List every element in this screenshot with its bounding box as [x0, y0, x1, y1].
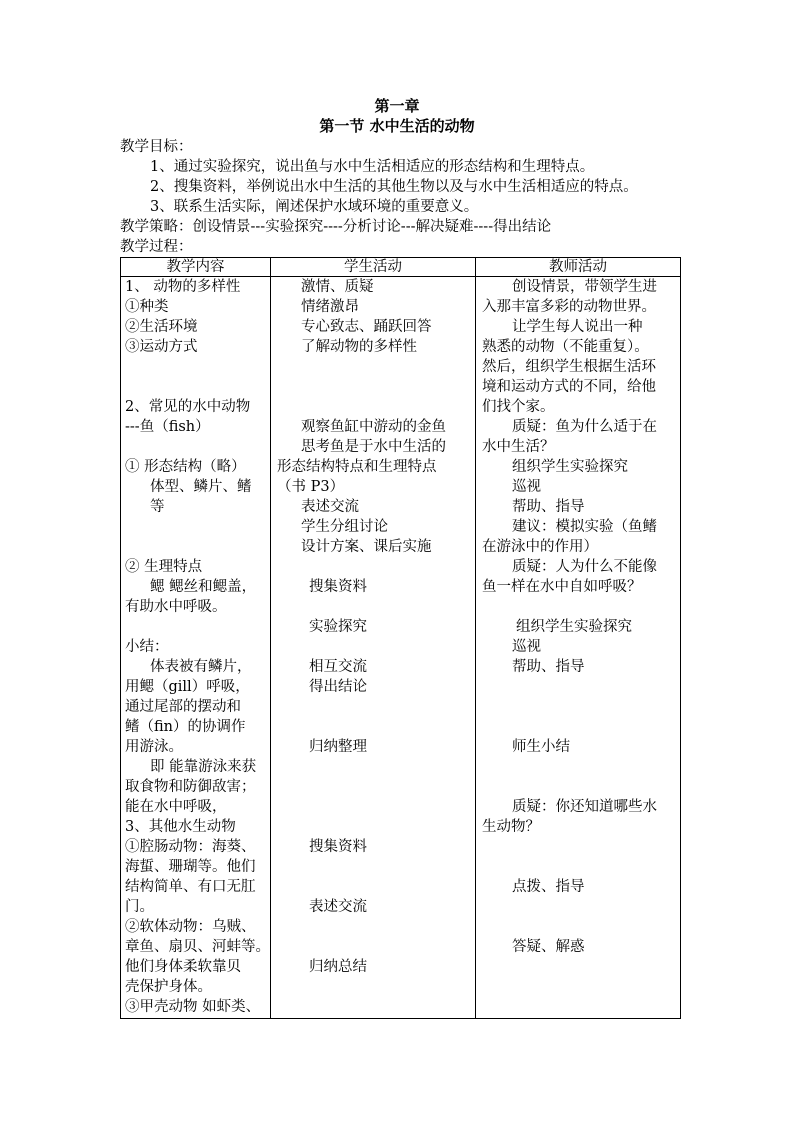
- content-line: ---鱼（fish）: [125, 419, 210, 435]
- content-line: 能在水中呼吸，: [125, 799, 227, 815]
- content-line: 1、 动物的多样性: [125, 279, 241, 295]
- student-line: 思考鱼是于水中生活的: [301, 439, 446, 455]
- table-header-row: [121, 258, 681, 277]
- content-line: 结构简单、有口无肛: [125, 879, 256, 895]
- student-column: [271, 277, 476, 1019]
- content-line: 2、常见的水中动物: [125, 399, 251, 415]
- student-line: 专心致志、踊跃回答: [301, 319, 432, 335]
- teacher-line: 水中生活？: [482, 439, 555, 455]
- content-line: 即 能靠游泳来获: [150, 759, 257, 775]
- content-line: 3、其他水生动物: [125, 819, 236, 835]
- student-line: 搜集资料: [309, 839, 367, 855]
- student-line: 形态结构特点和生理特点: [277, 459, 437, 475]
- teacher-line: 让学生每人说出一种: [512, 319, 643, 335]
- student-line: （书 P3）: [277, 479, 345, 495]
- student-line: 激情、质疑: [301, 279, 374, 295]
- teacher-line: 生动物？: [482, 819, 540, 835]
- student-line: 情绪激昂: [301, 299, 359, 315]
- teacher-line: 境和运动方式的不同，给他: [482, 379, 656, 395]
- content-line: 章鱼、扇贝、河蚌等。: [125, 939, 270, 955]
- teacher-line: 们找个家。: [482, 399, 555, 415]
- lesson-table: [120, 257, 681, 1019]
- content-line: 他们身体柔软靠贝: [125, 959, 241, 975]
- header-content: 教学内容: [121, 258, 271, 277]
- teacher-line: 鱼一样在水中自如呼吸？: [482, 579, 642, 595]
- header-student: 学生活动: [271, 258, 476, 277]
- section-title: 第一节 水中生活的动物: [319, 117, 475, 135]
- teacher-line: 师生小结: [512, 739, 570, 755]
- content-line: 鳃 鳃丝和鳃盖，: [150, 579, 257, 595]
- table-body-row: [121, 277, 681, 1019]
- teacher-line: 组织学生实验探究: [516, 619, 632, 635]
- student-line: 设计方案、课后实施: [301, 539, 432, 555]
- objective-item-3: 3、联系生活实际，阐述保护水域环境的重要意义。: [150, 199, 479, 215]
- content-line: 海蜇、珊瑚等。他们: [125, 859, 256, 875]
- teacher-line: 入那丰富多彩的动物世界。: [482, 299, 656, 315]
- content-line: 鳍（fin）的协调作: [125, 719, 246, 735]
- teacher-line: 巡视: [512, 479, 541, 495]
- content-line: ①腔肠动物：海葵、: [125, 839, 256, 855]
- teacher-line: 帮助、指导: [512, 499, 585, 515]
- content-line: 体型、鳞片、鳍: [150, 479, 252, 495]
- teacher-line: 熟悉的动物（不能重复）。: [482, 339, 649, 355]
- teacher-line: 帮助、指导: [512, 659, 585, 675]
- student-line: 表述交流: [301, 499, 359, 515]
- student-line: 观察鱼缸中游动的金鱼: [301, 419, 446, 435]
- header-teacher: 教师活动: [476, 258, 681, 277]
- objectives-label: 教学目标：: [120, 139, 193, 155]
- teacher-line: 巡视: [512, 639, 541, 655]
- content-line: 用游泳。: [125, 739, 183, 755]
- content-line: 通过尾部的摆动和: [125, 699, 241, 715]
- teacher-line: 创设情景，带领学生进: [512, 279, 657, 295]
- teaching-process-label: 教学过程：: [120, 239, 193, 255]
- content-line: ②软体动物：乌贼、: [125, 919, 256, 935]
- student-line: 归纳整理: [309, 739, 367, 755]
- student-line: 表述交流: [309, 899, 367, 915]
- objective-item-1: 1、通过实验探究，说出鱼与水中生活相适应的形态结构和生理特点。: [150, 159, 595, 175]
- teacher-line: 质疑：人为什么不能像: [512, 559, 657, 575]
- objective-item-2: 2、搜集资料，举例说出水中生活的其他生物以及与水中生活相适应的特点。: [150, 179, 638, 195]
- content-line: 取食物和防御敌害；: [125, 779, 256, 795]
- teacher-line: 质疑：你还知道哪些水: [512, 799, 657, 815]
- teacher-line: 点拨、指导: [512, 879, 585, 895]
- teacher-line: 建议：模拟实验（鱼鳍: [512, 519, 657, 535]
- teaching-strategy: 教学策略：创设情景---实验探究----分析讨论---解决疑难----得出结论: [120, 219, 552, 235]
- student-line: 相互交流: [309, 659, 367, 675]
- content-line: ③甲壳动物 如虾类、: [125, 999, 261, 1015]
- student-line: 实验探究: [309, 619, 367, 635]
- content-line: 有助水中呼吸。: [125, 599, 227, 615]
- teacher-column: [476, 277, 681, 1019]
- student-line: 归纳总结: [309, 959, 367, 975]
- student-line: 搜集资料: [309, 579, 367, 595]
- teacher-line: 质疑：鱼为什么适于在: [512, 419, 657, 435]
- content-line: 体表被有鳞片，: [150, 659, 252, 675]
- content-line: ③运动方式: [125, 339, 198, 355]
- content-line: ②生活环境: [125, 319, 198, 335]
- content-line: 小结：: [125, 639, 169, 655]
- teacher-line: 答疑、解惑: [512, 939, 585, 955]
- chapter-title: 第一章: [374, 97, 420, 115]
- content-line: 用鳃（gill）呼吸，: [125, 679, 250, 695]
- content-line: 门。: [125, 899, 154, 915]
- teacher-line: 组织学生实验探究: [512, 459, 628, 475]
- content-line: ①种类: [125, 299, 169, 315]
- content-line: ① 形态结构（略）: [125, 459, 246, 475]
- content-line: 壳保护身体。: [125, 979, 212, 995]
- student-line: 得出结论: [309, 679, 367, 695]
- teacher-line: 在游泳中的作用）: [482, 539, 598, 555]
- content-column: [121, 277, 271, 1019]
- teacher-line: 然后，组织学生根据生活环: [482, 359, 656, 375]
- student-line: 学生分组讨论: [301, 519, 388, 535]
- content-line: ② 生理特点: [125, 559, 203, 575]
- content-line: 等: [150, 499, 165, 515]
- student-line: 了解动物的多样性: [301, 339, 417, 355]
